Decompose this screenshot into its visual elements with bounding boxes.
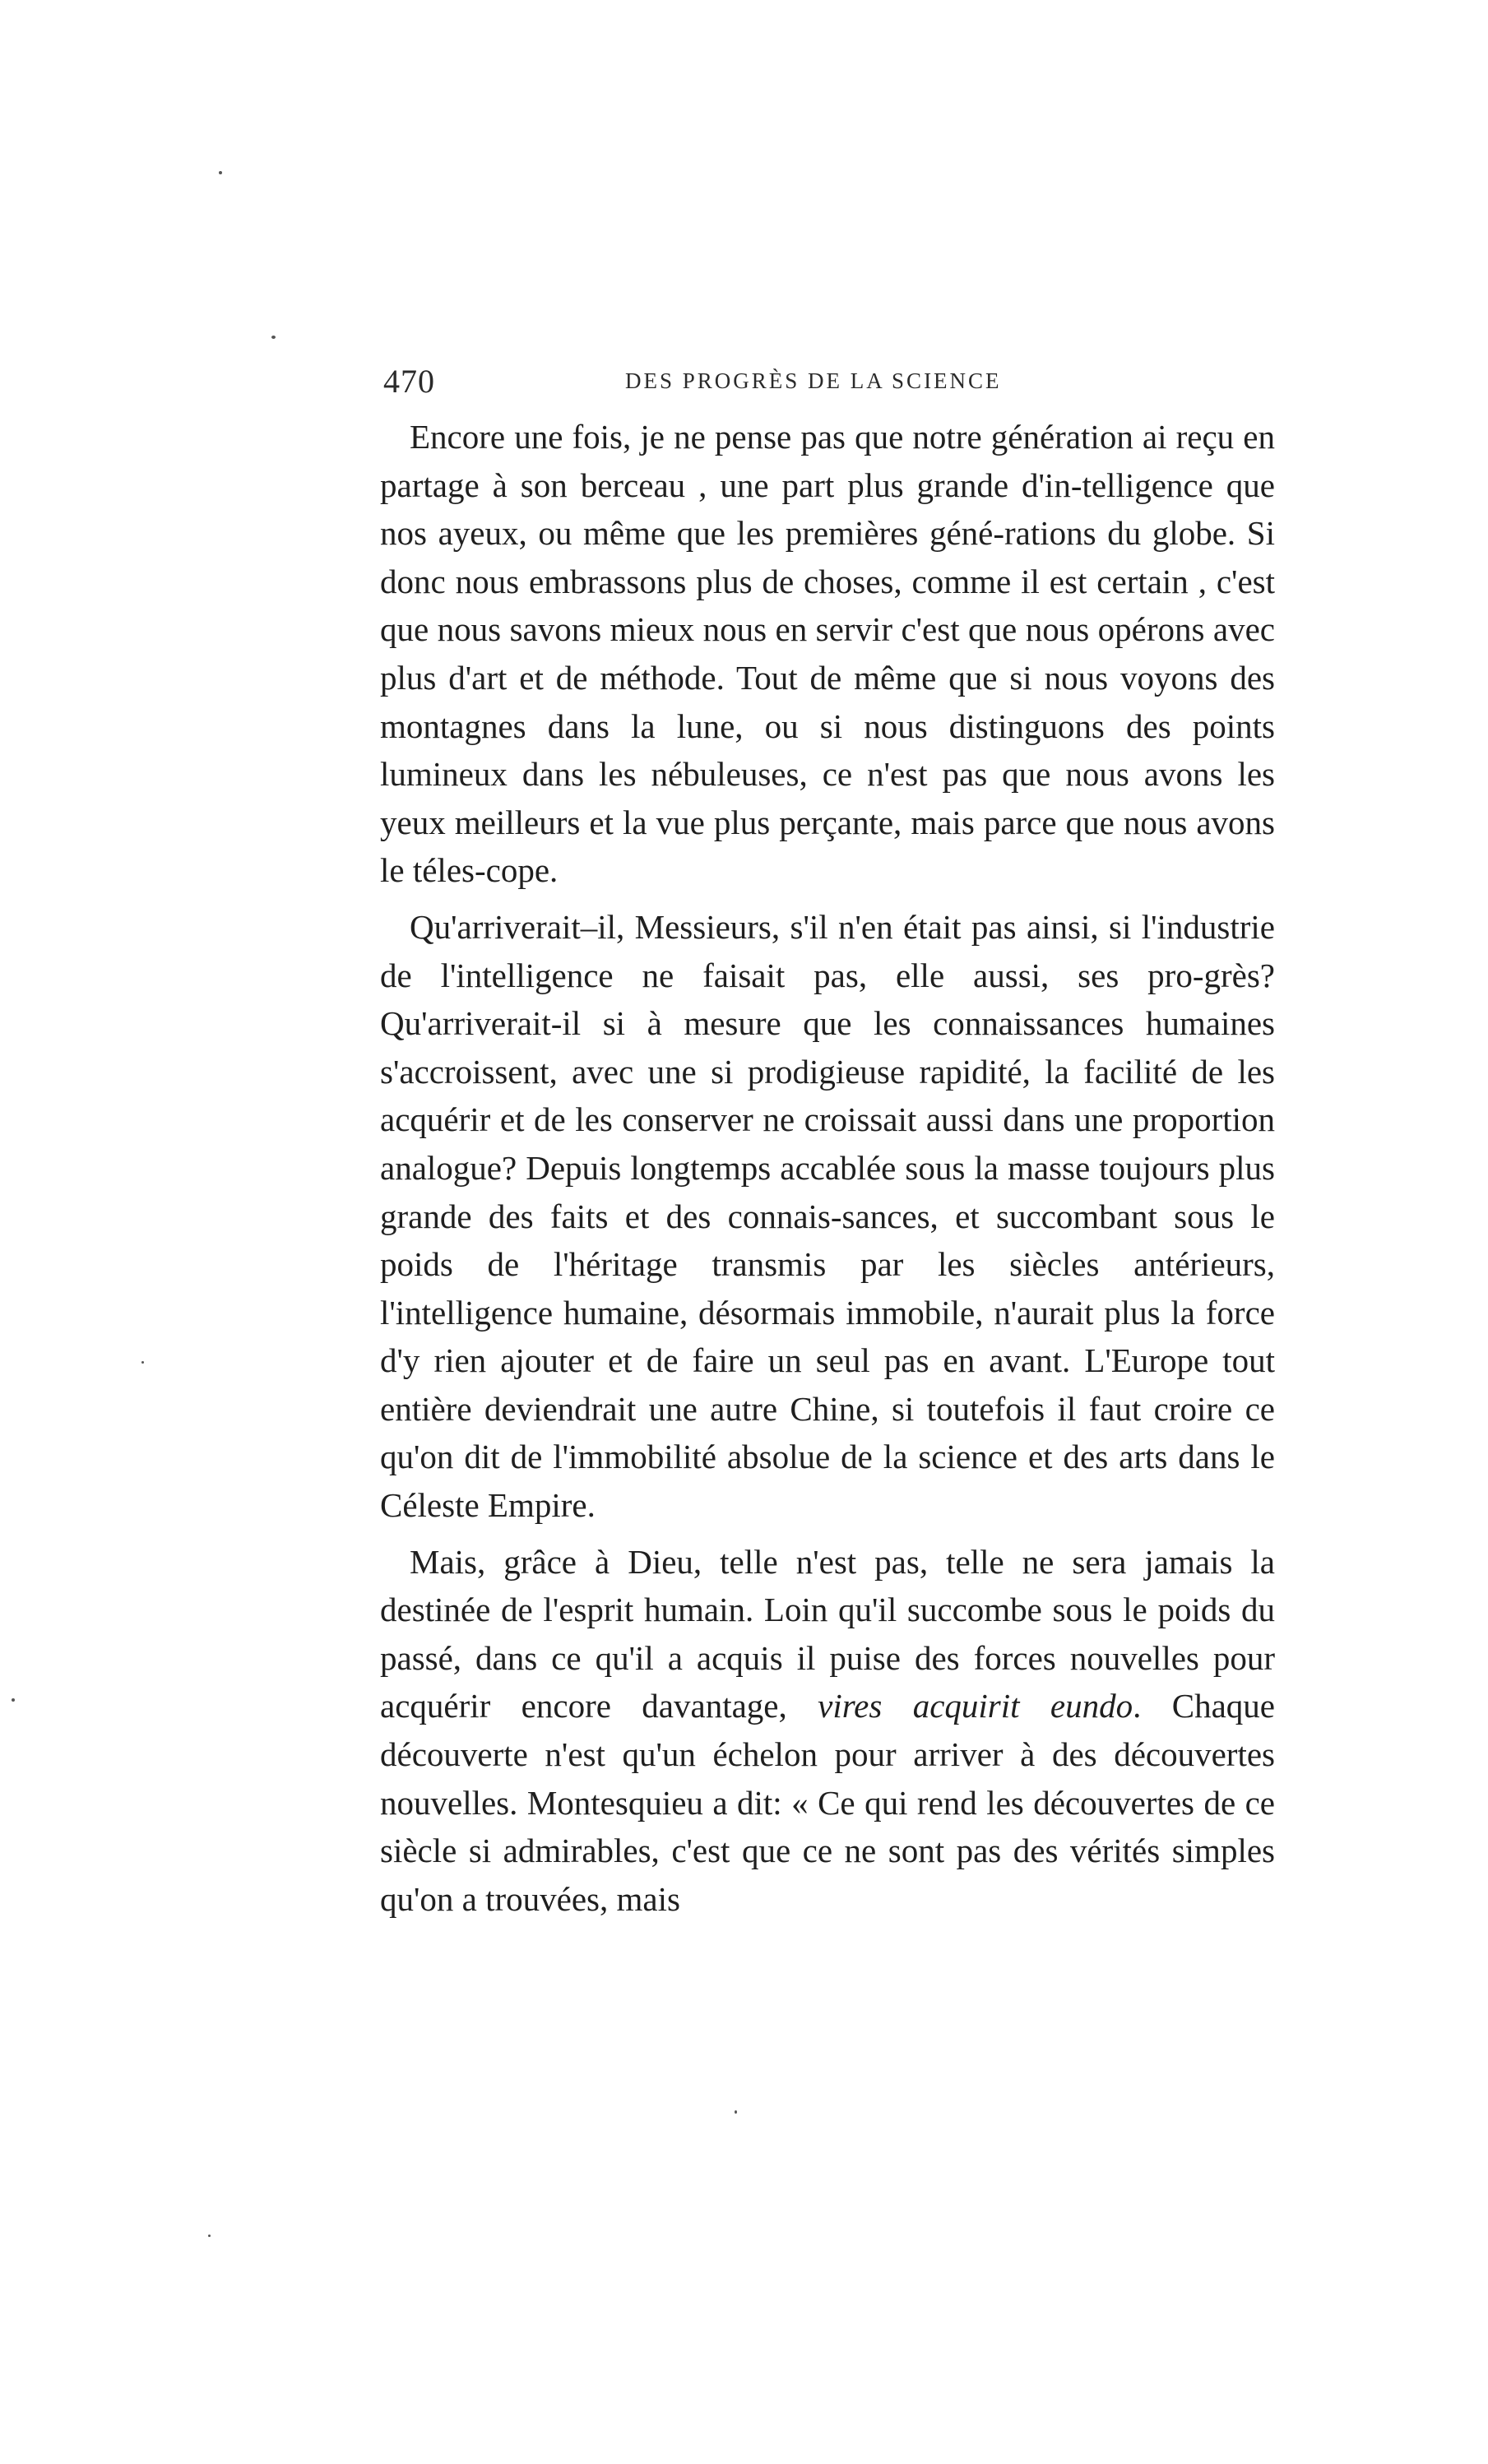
scan-speck bbox=[219, 171, 222, 174]
paragraph-3-text-end: . Chaque découverte n'est qu'un échelon pour arriver à des découvertes nouvelles. Montesquieu a dit: « Ce qui rend les découvertes de ce siècle si admirables, c'est que ce ne sont pas des vérités simples qu'on a trouvées, mais bbox=[380, 1687, 1276, 1918]
scan-speck bbox=[271, 336, 276, 339]
page-number: 470 bbox=[383, 363, 435, 400]
scan-speck bbox=[208, 2235, 211, 2237]
paragraph-1: Encore une fois, je ne pense pas que notre génération ai reçu en partage à son berceau , une part plus grande d'in-telligence que nos ayeux, ou même que les premières géné-rations du globe. Si donc nous embrassons plus de choses, comme il est certain , c'est que nous savons mieux nous en servir c'est que nous opérons avec plus d'art et de méthode. Tout de même que si nous voyons des montagnes dans la lune, ou si nous distinguons des points lumineux dans les nébuleuses, ce n'est pas que nous avons les yeux meilleurs et la vue plus perçante, mais parce que nous avons le téles-cope. bbox=[380, 418, 1275, 890]
scan-speck bbox=[12, 1698, 15, 1702]
scan-speck bbox=[141, 1361, 144, 1364]
running-head bbox=[383, 362, 1273, 403]
paragraph-2: Qu'arriverait–il, Messieurs, s'il n'en était pas ainsi, si l'industrie de l'intelligence ne faisait pas, elle aussi, ses pro-grès? Qu'arriverait-il si à mesure que les connaissances humaines s'accroissent, avec une si prodigieuse rapidité, la facilité de les acquérir et de les conserver ne croissait aussi dans une proportion analogue? Depuis longtemps accablée sous la masse toujours plus grande des faits et des connais-sances, et succombant sous le poids de l'héritage transmis par les siècles antérieurs, l'intelligence humaine, désormais immobile, n'aurait plus la force d'y rien ajouter et de faire un seul pas en avant. L'Europe tout entière deviendrait une autre Chine, si toutefois il faut croire ce qu'on dit de l'immobilité absolue de la science et des arts dans le Céleste Empire. bbox=[380, 907, 1275, 1525]
latin-quote: vires acquirit eundo bbox=[818, 1687, 1133, 1725]
body-text bbox=[380, 413, 1275, 1931]
scan-speck bbox=[735, 2110, 737, 2114]
paragraph-3 bbox=[380, 1538, 1275, 1924]
running-title: DES PROGRÈS DE LA SCIENCE bbox=[625, 368, 1002, 393]
paragraph-3-text-start: Mais, grâce à Dieu, telle n'est pas, telle ne sera jamais la destinée de l'esprit humain. Loin qu'il succombe sous le poids du passé, dans ce qu'il a acquis il puise des forces nouvelles pour acquérir encore davantage, bbox=[380, 1542, 1275, 1725]
